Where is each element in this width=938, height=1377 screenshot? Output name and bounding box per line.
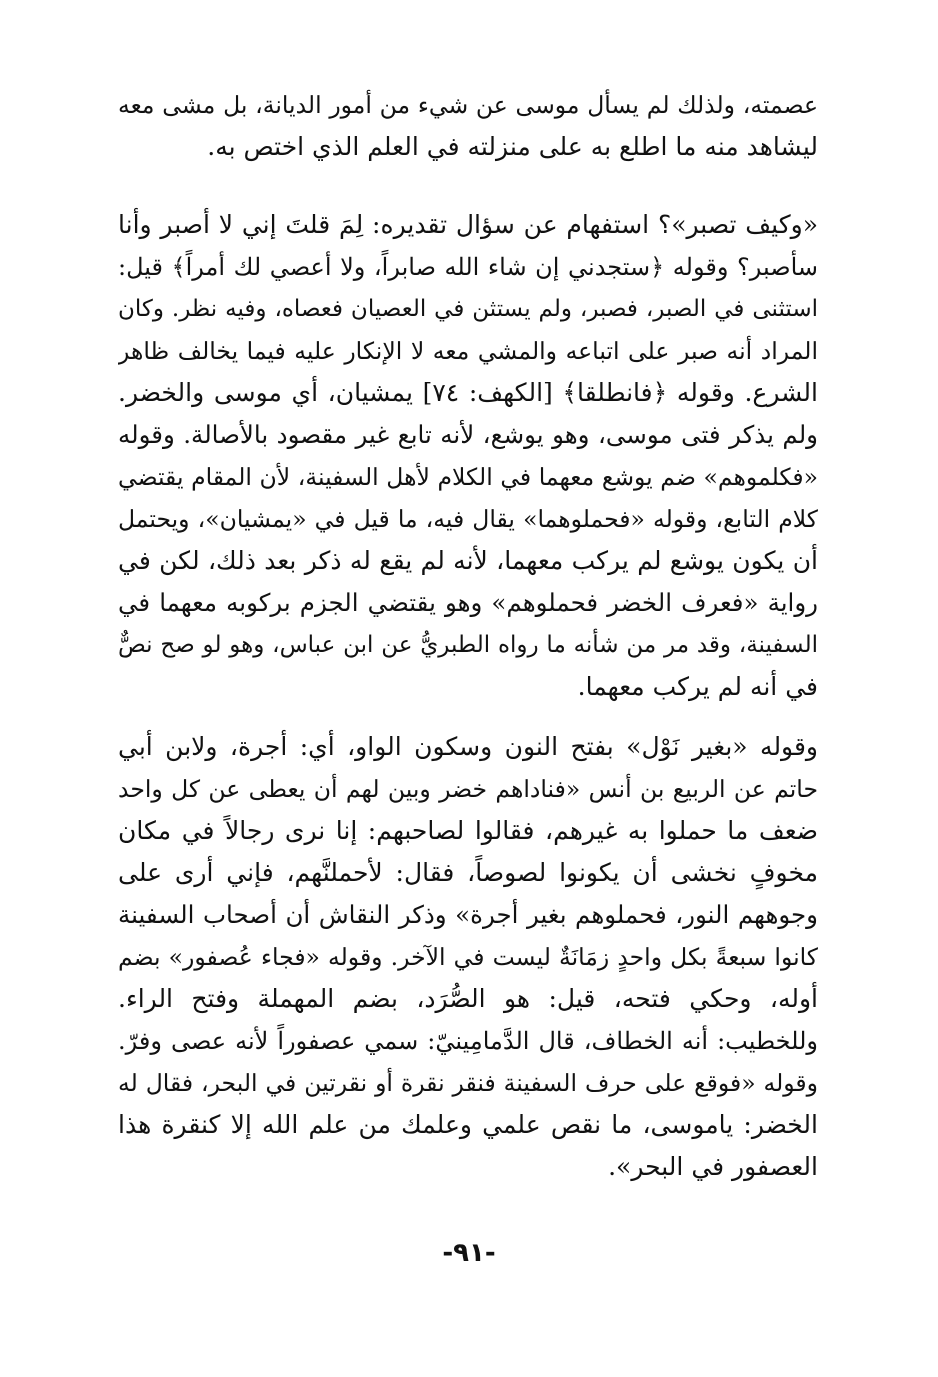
text-line: كلام التابع، وقوله «فحملوهما» يقال فيه، ما قيل في «يمشيان»، ويحتمل	[118, 505, 818, 533]
text-line: الخضر: ياموسى، ما نقص علمي وعلمك من علم الله إلا كنقرة هذا	[118, 1110, 818, 1139]
paragraph-1	[118, 84, 818, 168]
text-line: استثنى في الصبر، فصبر، ولم يستثن في العصيان فعصاه، وفيه نظر. وكان	[118, 296, 818, 322]
text-line: رواية «فعرف الخضر فحملوهم» وهو يقتضي الجزم بركوبه معهما في	[118, 588, 818, 617]
text-line: ولم يذكر فتى موسى، وهو يوشع، لأنه تابع غير مقصود بالأصالة. وقوله	[118, 420, 818, 449]
text-line: وجوههم النور، فحملوهم بغير أجرة» وذكر النقاش أن أصحاب السفينة	[118, 900, 818, 929]
text-line: مخوفٍ نخشى أن يكونوا لصوصاً، فقال: لأحملنَّهم، فإني أرى على	[118, 858, 818, 887]
text-line: «فكلموهم» ضم يوشع معهما في الكلام لأهل السفينة، لأن المقام يقتضي	[118, 463, 818, 491]
text-line: السفينة، وقد مر من شأنه ما رواه الطبريُّ عن ابن عباس، وهو لو صح نصٌّ	[118, 632, 818, 658]
text-line: حاتم عن الربيع بن أنس «فناداهم خضر وبين لهم أن يعطى عن كل واحد	[118, 775, 818, 803]
text-line: «وكيف تصبر»؟ استفهام عن سؤال تقديره: لِمَ قلتَ إني لا أصبر وأنا	[118, 210, 818, 239]
text-line: أن يكون يوشع لم يركب معهما، لأنه لم يقع له ذكر بعد ذلك، لكن في	[118, 546, 818, 575]
text-line: العصفور في البحر».	[608, 1152, 818, 1181]
text-line: سأصبر؟ وقوله ﴿ستجدني إن شاء الله صابراً، ولا أعصي لك أمراً﴾ قيل:	[118, 253, 818, 281]
text-line: كانوا سبعةً بكل واحدٍ زمَانَةٌ ليست في الآخر. وقوله «فجاء عُصفور» بضم	[118, 943, 818, 971]
text-line: أوله، وحكي فتحه، قيل: هو الصُّرَد، بضم المهملة وفتح الراء.	[118, 984, 818, 1013]
text-line: وقوله «فوقع على حرف السفينة فنقر نقرة أو نقرتين في البحر، فقال له	[118, 1069, 818, 1097]
text-line: الشرع. وقوله ﴿فانطلقا﴾ [الكهف: ٧٤] يمشيان، أي موسى والخضر.	[118, 378, 818, 407]
text-line: ليشاهد منه ما اطلع به على منزلته في العلم الذي اختص به.	[207, 132, 818, 161]
text-line: ضعف ما حملوا به غيرهم، فقالوا لصاحبهم: إنا نرى رجالاً في مكان	[118, 816, 818, 845]
page-number: -٩١-	[442, 1238, 496, 1268]
text-line: وقوله «بغير نَوْل» بفتح النون وسكون الواو، أي: أجرة، ولابن أبي	[118, 732, 818, 761]
text-line: عصمته، ولذلك لم يسأل موسى عن شيء من أمور الديانة، بل مشى معه	[118, 91, 818, 119]
text-line: في أنه لم يركب معهما.	[577, 672, 818, 701]
paragraph-3	[118, 726, 818, 1188]
paragraph-2	[118, 204, 818, 708]
text-line: المراد أنه صبر على اتباعه والمشي معه لا الإنكار عليه فيما يخالف ظاهر	[118, 337, 818, 365]
text-line: وللخطيب: أنه الخطاف، قال الدَّمامِينيّ: سمي عصفوراً لأنه عصى وفرّ.	[118, 1027, 818, 1055]
